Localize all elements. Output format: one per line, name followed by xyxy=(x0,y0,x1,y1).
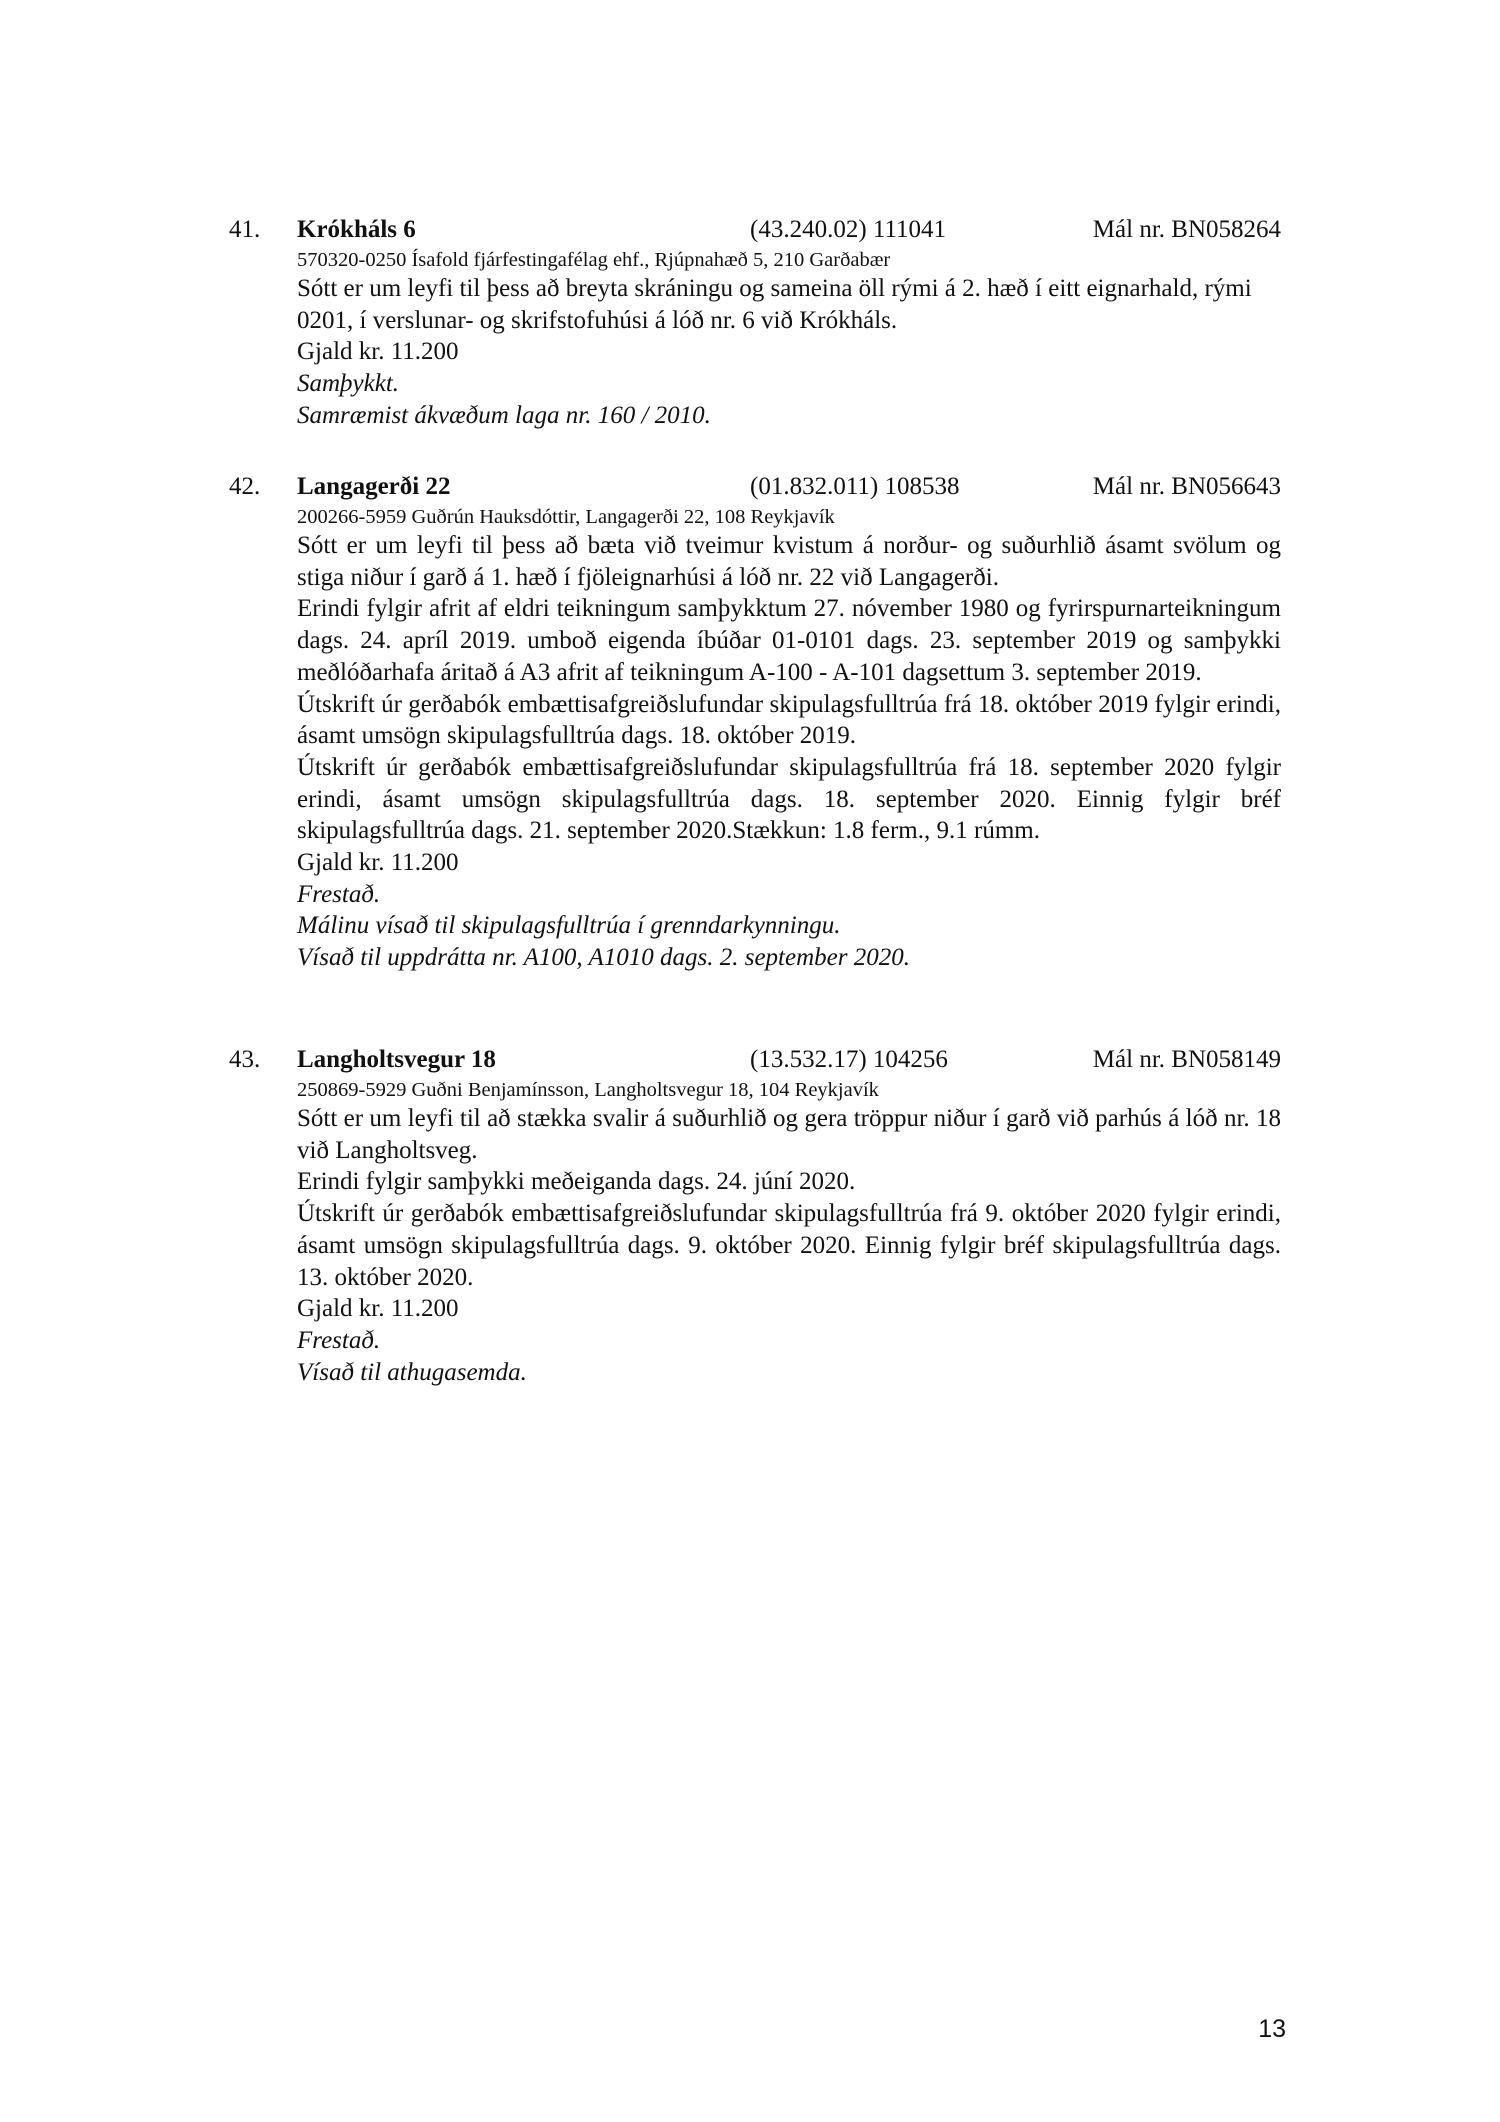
applicant-line: 570320-0250 Ísafold fjárfestingafélag ehf., Rjúpnahæð 5, 210 Garðabær xyxy=(297,249,891,271)
case-header xyxy=(229,470,1281,504)
property-code: (13.532.17) 104256 xyxy=(750,1046,948,1073)
description-paragraph: Útskrift úr gerðabók embættisafgreiðslufundar skipulagsfulltrúa frá 18. október 2019 fylgir erindi, ásamt umsögn skipulagsfulltrúa dags. 18. október 2019. xyxy=(297,690,1281,750)
case-reference: Mál nr. BN056643 xyxy=(1092,473,1281,500)
case-reference: Mál nr. BN058149 xyxy=(1092,1046,1281,1073)
decision-line: Samþykkt. xyxy=(297,370,400,398)
description-paragraph: Útskrift úr gerðabók embættisafgreiðslufundar skipulagsfulltrúa frá 18. september 2020 fylgir erindi, ásamt umsögn skipulagsfulltrúa dags. 18. september 2020. Einnig fylgir bréf skipulagsfulltrúa dags. 21. september 2020.Stækkun: 1.8 ferm., 9.1 rúmm. xyxy=(297,753,1281,845)
description-paragraph: Sótt er um leyfi til að stækka svalir á suðurhlið og gera tröppur niður í garð við parhús á lóð nr. 18 við Langholtsveg. xyxy=(297,1105,1281,1164)
description-paragraph: Erindi fylgir afrit af eldri teikningum samþykktum 27. nóvember 1980 og fyrirspurnarteikningum dags. 24. apríl 2019. umboð eigenda íbúðar 01-0101 dags. 23. september 2019 og samþykki meðlóðarhafa áritað á A3 afrit af teikningum A-100 - A-101 dagsettum 3. september 2019. xyxy=(297,595,1281,686)
decision-line: Frestað. xyxy=(297,880,381,908)
case-title: Langholtsvegur 18 xyxy=(297,1046,496,1073)
decision-line: Samræmist ákvæðum laga nr. 160 / 2010. xyxy=(297,401,711,429)
case-reference: Mál nr. BN058264 xyxy=(1092,216,1281,243)
decision-line: Frestað. xyxy=(297,1326,381,1354)
case-number: 42. xyxy=(229,473,261,500)
description-paragraph: Sótt er um leyfi til þess að bæta við tveimur kvistum á norður- og suðurhlið ásamt svölum og stiga niður í garð á 1. hæð í fjöleignarhúsi á lóð nr. 22 við Langagerði. xyxy=(297,532,1281,591)
case-item-42 xyxy=(229,470,1281,974)
case-item-43 xyxy=(229,1043,1281,1388)
applicant-line: 250869-5929 Guðni Benjamínsson, Langholtsvegur 18, 104 Reykjavík xyxy=(297,1079,879,1101)
page-number: 13 xyxy=(1258,2015,1286,2043)
case-title: Krókháls 6 xyxy=(297,216,416,243)
decision-line: Vísað til athugasemda. xyxy=(297,1358,527,1386)
case-header xyxy=(229,213,1281,247)
description-paragraph: Sótt er um leyfi til þess að breyta skráningu og sameina öll rými á 2. hæð í eitt eignarhald, rými 0201, í verslunar- og skrifstofuhúsi á lóð nr. 6 við Krókháls. xyxy=(297,275,1252,334)
decision-line: Málinu vísað til skipulagsfulltrúa í grenndarkynningu. xyxy=(297,912,841,940)
case-header xyxy=(229,1043,1281,1077)
fee-line: Gjald kr. 11.200 xyxy=(297,849,459,877)
case-number: 41. xyxy=(229,216,261,243)
case-number: 43. xyxy=(229,1046,261,1073)
case-body xyxy=(297,1077,1281,1388)
case-body xyxy=(297,504,1281,974)
fee-line: Gjald kr. 11.200 xyxy=(297,338,459,366)
case-body xyxy=(297,247,1281,432)
case-title: Langagerði 22 xyxy=(297,473,451,500)
property-code: (01.832.011) 108538 xyxy=(750,473,960,500)
decision-line: Vísað til uppdrátta nr. A100, A1010 dags. 2. september 2020. xyxy=(297,944,910,972)
fee-line: Gjald kr. 11.200 xyxy=(297,1295,459,1323)
case-item-41 xyxy=(229,213,1281,432)
description-paragraph: Erindi fylgir samþykki meðeiganda dags. 24. júní 2020. xyxy=(297,1168,856,1196)
property-code: (43.240.02) 111041 xyxy=(750,216,947,243)
applicant-line: 200266-5959 Guðrún Hauksdóttir, Langagerði 22, 108 Reykjavík xyxy=(297,506,835,528)
description-paragraph: Útskrift úr gerðabók embættisafgreiðslufundar skipulagsfulltrúa frá 9. október 2020 fylgir erindi, ásamt umsögn skipulagsfulltrúa dags. 9. október 2020. Einnig fylgir bréf skipulagsfulltrúa dags. 13. október 2020. xyxy=(297,1200,1281,1291)
